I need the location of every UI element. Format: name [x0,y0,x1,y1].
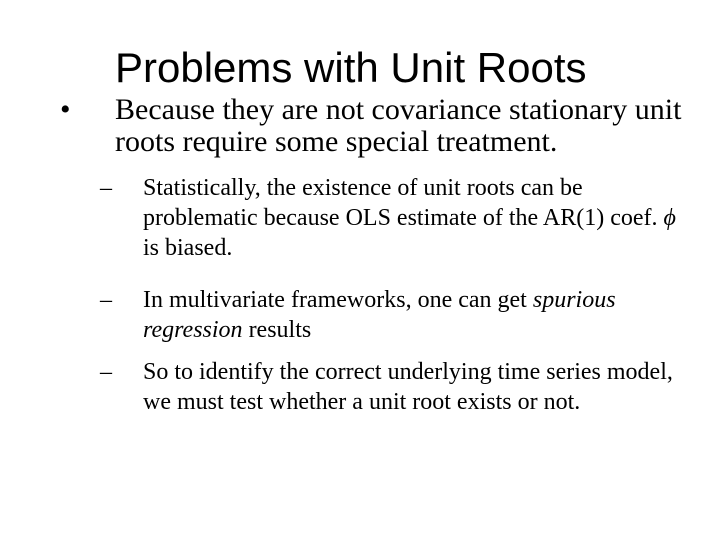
emphasis-text: spurious regression [143,287,616,343]
subbullet-text [143,285,683,345]
bullet-text: Because they are not covariance stationary unit roots require some special treatment. [115,93,682,158]
subbullet-dash: – [100,287,112,313]
bullet-marker: • [60,93,71,126]
subbullet-text-part: Statistically, the existence of unit roots can be problematic because OLS estimate of the AR(1) coef. [143,175,664,231]
slide-title: Problems with Unit Roots [115,44,587,91]
subbullet-dash: – [100,359,112,385]
phi-symbol: ϕ [663,205,676,231]
subbullet-text-part: In multivariate frameworks, one can get [143,287,533,313]
subbullet-text: So to identify the correct underlying time series model, we must test whether a unit root exists or not. [143,359,673,415]
subbullet-text [143,173,683,263]
subbullet-text-part: is biased. [143,235,233,261]
subbullet-text-part: results [242,317,312,343]
subbullet-dash: – [100,175,112,201]
